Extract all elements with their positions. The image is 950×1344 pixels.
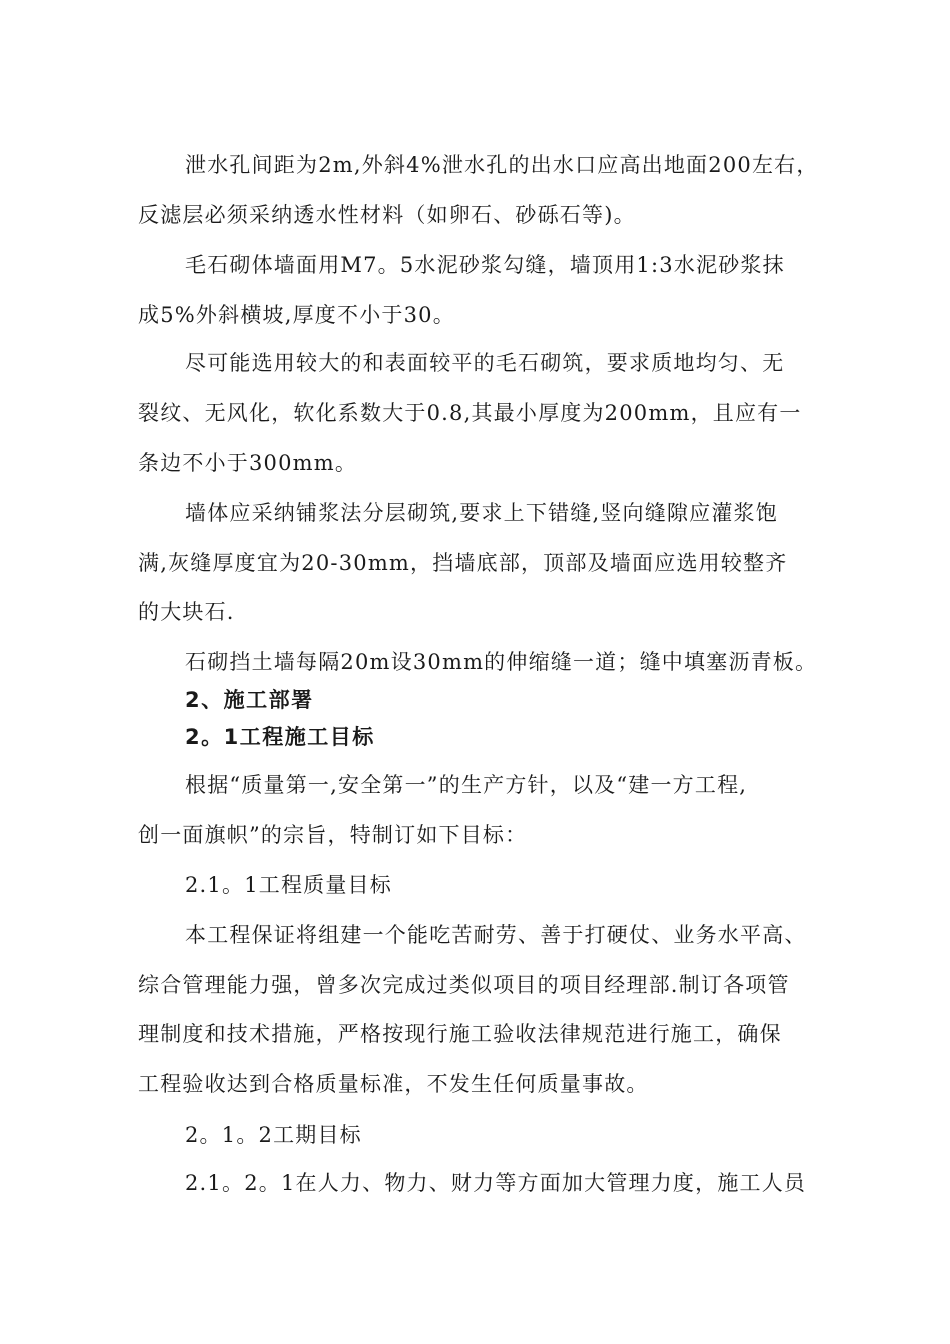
paragraph-line: 石砌挡土墙每隔20m设30mm的伸缩缝一道；缝中填塞沥青板。 xyxy=(185,650,818,674)
paragraph-line: 泄水孔间距为2m,外斜4%泄水孔的出水口应高出地面200左右， xyxy=(185,153,819,177)
subsection-title: 2.1。1工程质量目标 xyxy=(185,873,392,897)
paragraph-line: 毛石砌体墙面用M7。5水泥砂浆勾缝，墙顶用1:3水泥砂浆抹 xyxy=(185,253,785,277)
subsection-heading: 2。1工程施工目标 xyxy=(185,725,375,749)
section-heading: 2、施工部署 xyxy=(185,688,314,712)
paragraph-line: 本工程保证将组建一个能吃苦耐劳、善于打硬仗、业务水平高、 xyxy=(185,923,807,947)
paragraph-line: 条边不小于300mm。 xyxy=(138,451,358,475)
paragraph-line: 的大块石. xyxy=(138,600,235,624)
paragraph-line: 创一面旗帜”的宗旨，特制订如下目标： xyxy=(138,823,528,847)
paragraph-line: 裂纹、无风化，软化系数大于0.8,其最小厚度为200mm，且应有一 xyxy=(138,401,802,425)
paragraph-line: 工程验收达到合格质量标准，不发生任何质量事故。 xyxy=(138,1072,649,1096)
paragraph-line: 反滤层必须采纳透水性材料（如卵石、砂砾石等)。 xyxy=(138,203,636,227)
paragraph-line: 成5%外斜横坡,厚度不小于30。 xyxy=(138,303,455,327)
paragraph-line: 理制度和技术措施，严格按现行施工验收法律规范进行施工，确保 xyxy=(138,1022,782,1046)
paragraph-line: 2.1。2。1在人力、物力、财力等方面加大管理力度，施工人员 xyxy=(185,1171,807,1195)
paragraph-line: 综合管理能力强，曾多次完成过类似项目的项目经理部.制订各项管 xyxy=(138,973,790,997)
paragraph-line: 尽可能选用较大的和表面较平的毛石砌筑，要求质地均匀、无 xyxy=(185,351,785,375)
paragraph-line: 墙体应采纳铺浆法分层砌筑,要求上下错缝,竖向缝隙应灌浆饱 xyxy=(185,501,778,525)
subsection-title: 2。1。2工期目标 xyxy=(185,1123,362,1147)
paragraph-line: 满,灰缝厚度宜为20-30mm，挡墙底部，顶部及墙面应选用较整齐 xyxy=(138,551,788,575)
paragraph-line: 根据“质量第一,安全第一”的生产方针，以及“建一方工程, xyxy=(185,773,748,797)
